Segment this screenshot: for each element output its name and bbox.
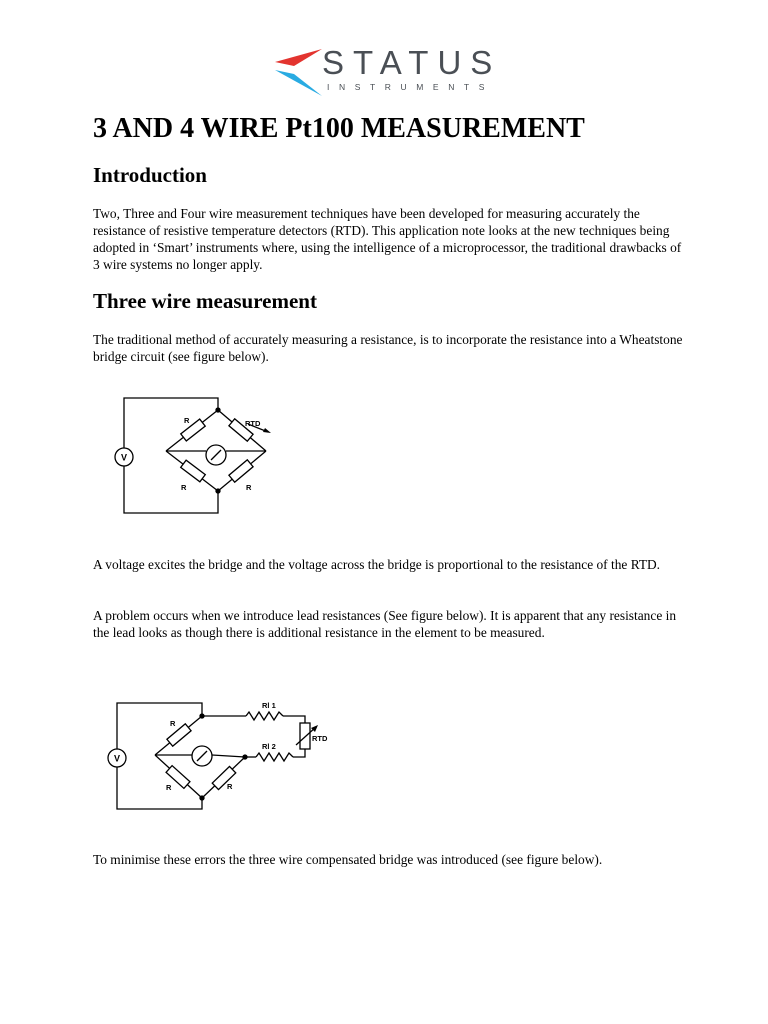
- label-rtd: RTD: [245, 419, 261, 428]
- lead-resistance-bridge-diagram: [100, 695, 340, 815]
- resistor-rtd: [300, 723, 310, 749]
- three-wire-paragraph-1: The traditional method of accurately measuring a resistance, is to incorporate the resistance into a Wheatstone bridge circuit (see figure below).: [93, 332, 683, 364]
- logo-tagline: INSTRUMENTS: [327, 82, 494, 92]
- page-title: 3 AND 4 WIRE Pt100 MEASUREMENT: [93, 113, 585, 144]
- supply-wire: [124, 398, 218, 448]
- wheatstone-bridge-diagram: [108, 388, 278, 518]
- logo-cyan-chevron: [275, 70, 322, 96]
- logo-brand: STATUS: [322, 44, 502, 81]
- three-wire-paragraph-3: A problem occurs when we introduce lead resistances (See figure below). It is apparent that any resistance in the lead looks as though there is additional resistance in the element to be measured.: [93, 608, 677, 640]
- voltage-source-label: V: [120, 452, 128, 463]
- label-r-bottom-left: R: [166, 783, 172, 792]
- intro-heading: Introduction: [93, 163, 207, 187]
- three-wire-heading: Three wire measurement: [93, 289, 317, 313]
- three-wire-paragraph-4: To minimise these errors the three wire compensated bridge was introduced (see figure below).: [93, 852, 603, 867]
- three-wire-paragraph-2: A voltage excites the bridge and the voltage across the bridge is proportional to the resistance of the RTD.: [93, 557, 661, 572]
- lead-resistor-rl1: [246, 712, 283, 720]
- resistor-r-bottom-left: [181, 460, 206, 482]
- intro-paragraph: Two, Three and Four wire measurement techniques have been developed for measuring accurately the resistance of resistive temperature detectors (RTD). This application note looks at the new techniques being adopted in ‘Smart’ instruments where, using the intelligence of a microprocessor, the traditional drawbacks of 3 wire systems no longer apply.: [93, 206, 682, 272]
- label-rtd: RTD: [312, 734, 328, 743]
- label-rl1: Rl 1: [262, 701, 276, 710]
- resistor-r-bottom-right: [229, 460, 253, 482]
- label-r-bottom-left: R: [181, 483, 187, 492]
- voltage-source-label: V: [113, 753, 121, 764]
- lead-resistor-rl2: [256, 753, 293, 761]
- label-r-bottom-right: R: [246, 483, 252, 492]
- logo-red-chevron: [275, 49, 322, 66]
- label-rl2: Rl 2: [262, 742, 276, 751]
- label-r-top: R: [184, 416, 190, 425]
- label-r-top: R: [170, 719, 176, 728]
- label-r-bottom-right: R: [227, 782, 233, 791]
